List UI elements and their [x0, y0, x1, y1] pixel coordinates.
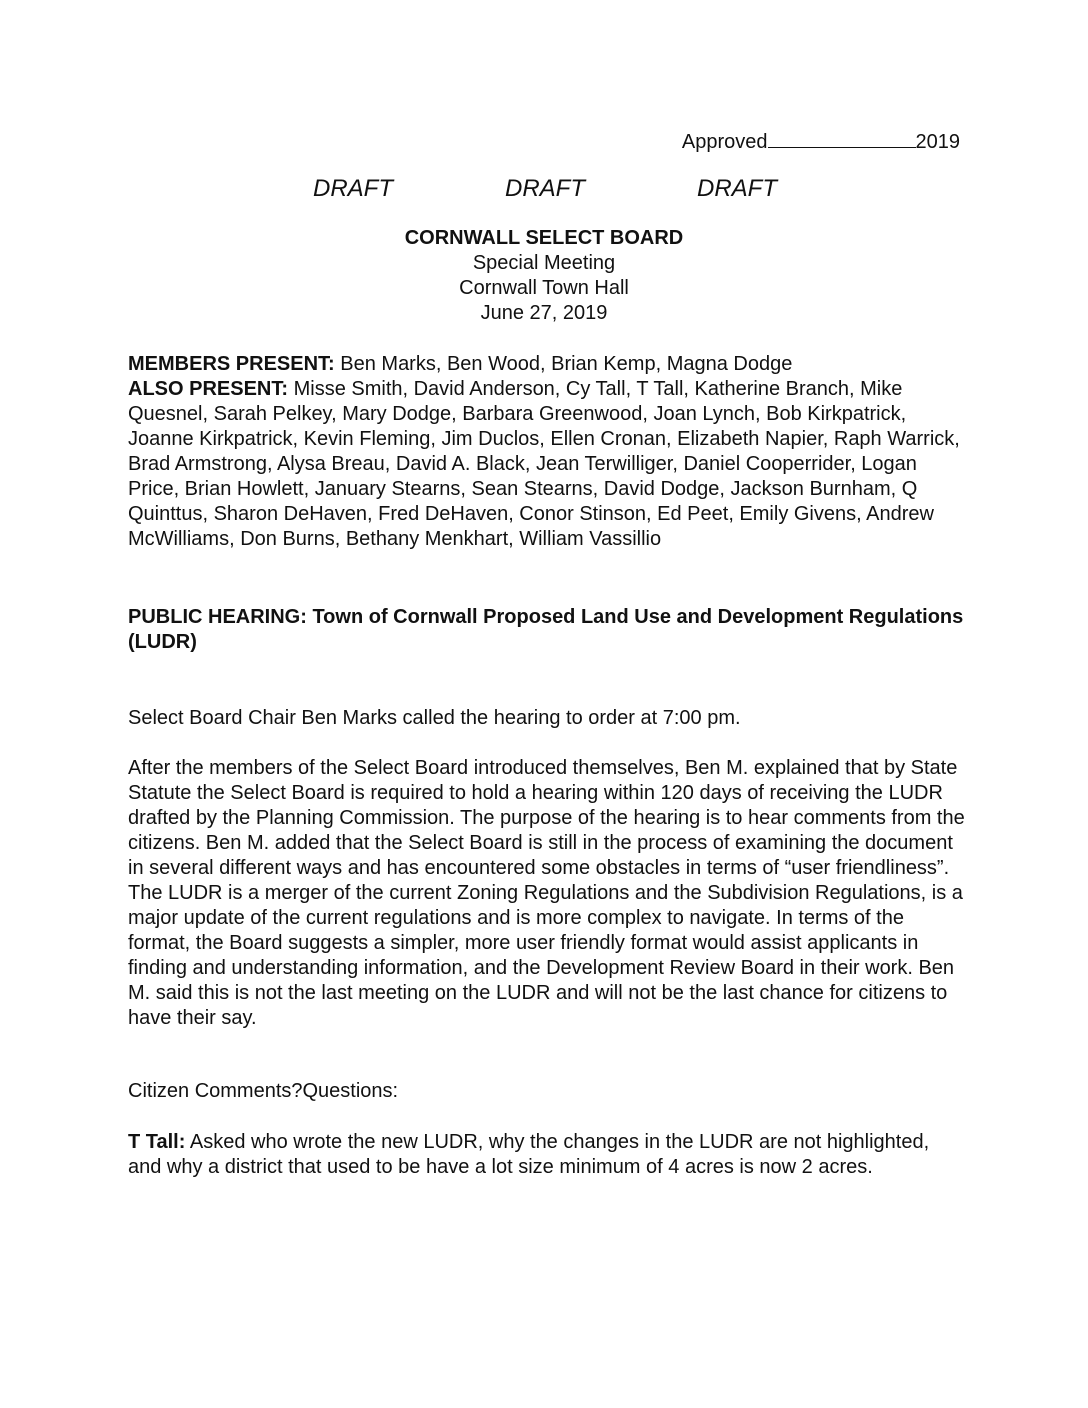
comment-text: Asked who wrote the new LUDR, why the changes in the LUDR are not highlighted, and why a district that used to be have a lot size minimum of 4 acres is now 2 acres.	[128, 1131, 930, 1178]
attendance-section	[128, 352, 968, 552]
call-to-order-paragraph: Select Board Chair Ben Marks called the hearing to order at 7:00 pm.	[128, 707, 741, 729]
members-present-label: MEMBERS PRESENT:	[128, 353, 335, 375]
draft-mark: DRAFT	[697, 175, 777, 202]
approved-label: Approved	[681, 131, 768, 153]
comment-speaker: T Tall:	[128, 1131, 186, 1153]
members-present-list: Ben Marks, Ben Wood, Brian Kemp, Magna Dodge	[334, 353, 793, 375]
meeting-date: June 27, 2019	[480, 302, 608, 324]
members-present	[128, 352, 968, 377]
citizen-comment	[128, 1130, 968, 1180]
introduction-paragraph: After the members of the Select Board introduced themselves, Ben M. explained that by State Statute the Select Board is required to hold a hearing within 120 days of receiving the LUDR drafted by the Planning Commission. The purpose of the hearing is to hear comments from the citizens. Ben M. added that the Select Board is still in the process of examining the document in several different ways and has encountered some obstacles in terms of “user friendliness”. The LUDR is a merger of the current Zoning Regulations and the Subdivision Regulations, is a major update of the current regulations and is more complex to navigate. In terms of the format, the Board suggests a simpler, more user friendly format would assist applicants in finding and understanding information, and the Development Review Board in their work. Ben M. said this is not the last meeting on the LUDR and will not be the last chance for citizens to have their say.	[128, 757, 965, 1029]
organization-title: CORNWALL SELECT BOARD	[404, 227, 684, 249]
also-present-label: ALSO PRESENT:	[128, 378, 289, 400]
citizen-comments-heading: Citizen Comments?Questions:	[128, 1080, 399, 1102]
meeting-header	[0, 226, 1088, 326]
meeting-location: Cornwall Town Hall	[459, 277, 629, 299]
draft-mark: DRAFT	[505, 175, 585, 202]
also-present	[128, 377, 968, 552]
public-hearing-title: PUBLIC HEARING: Town of Cornwall Proposed Land Use and Development Regulations (LUDR)	[128, 606, 964, 653]
meeting-type: Special Meeting	[472, 252, 616, 274]
approval-blank	[768, 129, 916, 148]
draft-mark: DRAFT	[313, 175, 393, 202]
draft-watermark-row	[0, 175, 1088, 205]
approved-year: 2019	[915, 131, 960, 153]
also-present-list: Misse Smith, David Anderson, Cy Tall, T Tall, Katherine Branch, Mike Quesnel, Sarah Pelkey, Mary Dodge, Barbara Greenwood, Joan Lynch, Bob Kirkpatrick, Joanne Kirkpatrick, Kevin Fleming, Jim Duclos, Ellen Cronan, Elizabeth Napier, Raph Warrick, Brad Armstrong, Alysa Breau, David A. Black, Jean Terwilliger, Daniel Cooperrider, Logan Price, Brian Howlett, January Stearns, Sean Stearns, David Dodge, Jackson Burnham, Q Quinttus, Sharon DeHaven, Fred DeHaven, Conor Stinson, Ed Peet, Emily Givens, Andrew McWilliams, Don Burns, Bethany Menkhart, William Vassillio	[128, 378, 960, 550]
approval-line	[682, 129, 960, 154]
